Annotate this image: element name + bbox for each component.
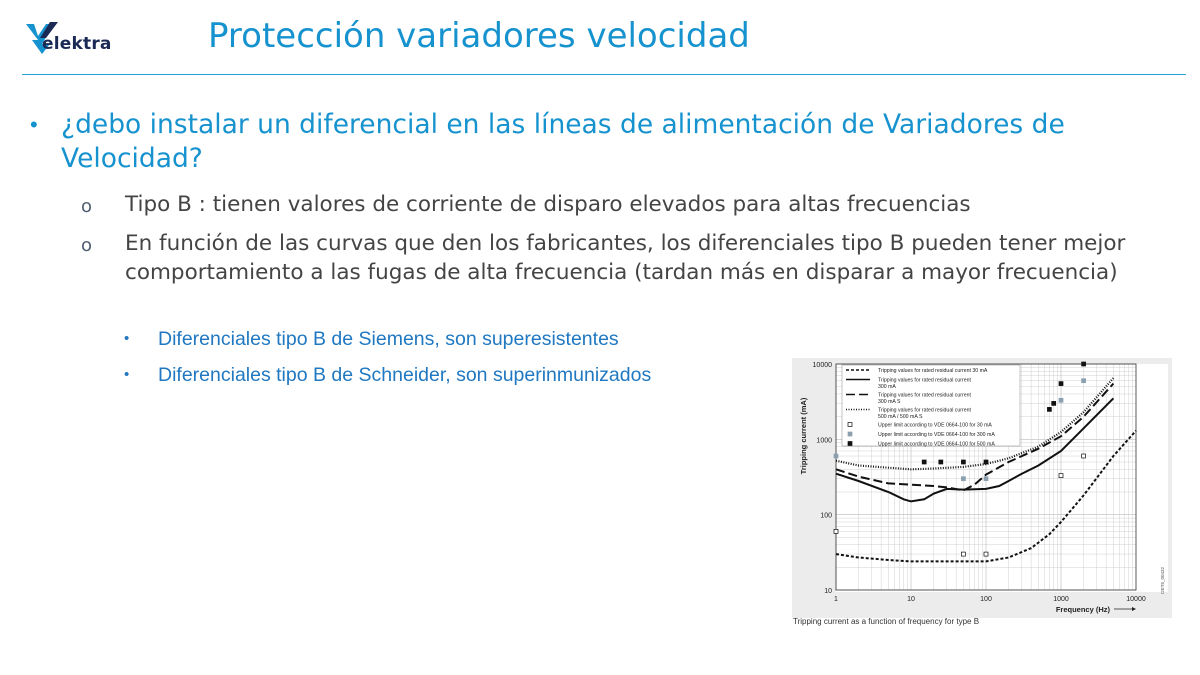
legend-label: Upper limit according to VDE 0664-100 for 30 mA (878, 422, 992, 429)
legend-swatch (848, 423, 852, 427)
x-tick-label: 100 (980, 596, 992, 603)
bullet-dot: • (124, 330, 130, 347)
sub-bullet-marker: o (81, 235, 93, 256)
tripping-current-chart (792, 358, 1172, 618)
x-tick-label: 10 (907, 596, 915, 603)
data-point (1082, 454, 1086, 458)
data-point (961, 460, 965, 464)
sub-sub-bullet-text: Diferenciales tipo B de Siemens, son superesistentes (158, 328, 619, 350)
sub-bullet-text: En función de las curvas que den los fabricantes, los diferenciales tipo B pueden tener mejor comportamiento a las fugas de alta frecuencia (tardan más en disparar a mayor frecuencia) (125, 231, 1126, 285)
data-point (1082, 379, 1086, 383)
sub-bullet (81, 229, 1160, 287)
sub-bullet (81, 190, 1160, 219)
legend-label: Tripping values for rated residual current (878, 407, 971, 414)
x-tick-label: 1 (834, 596, 838, 603)
data-point (834, 529, 838, 533)
data-point (1059, 382, 1063, 386)
data-point (984, 477, 988, 481)
bullet-dot: • (124, 366, 130, 383)
legend-label: Tripping values for rated residual current (878, 377, 971, 384)
data-point (961, 477, 965, 481)
legend-label: Upper limit according to VDE 0664-100 for 300 mA (878, 432, 995, 438)
title-divider (22, 74, 1186, 75)
data-point (1082, 362, 1086, 366)
data-point (1052, 401, 1056, 405)
chart-caption: Tripping current as a function of frequency for type B (793, 617, 980, 626)
sub-bullet-marker: o (81, 196, 93, 217)
x-tick-label: 10000 (1126, 596, 1146, 603)
x-tick-label: 1000 (1053, 596, 1069, 603)
data-point (961, 552, 965, 556)
legend-swatch (848, 442, 852, 446)
data-point (922, 460, 926, 464)
y-tick-label: 1000 (816, 437, 832, 445)
y-tick-label: 10000 (812, 362, 832, 369)
data-point (1047, 407, 1051, 411)
sub-sub-bullet (124, 326, 619, 352)
y-tick-label: 10 (824, 588, 832, 595)
data-point (939, 460, 943, 464)
data-point (984, 460, 988, 464)
main-bullet-text: ¿debo instalar un diferencial en las líneas de alimentación de Variadores de Velocidad? (61, 109, 1065, 174)
page-title: Protección variadores velocidad (208, 16, 750, 56)
sub-sub-bullet-text: Diferenciales tipo B de Schneider, son superinmunizados (158, 364, 652, 386)
elektra-logo (24, 20, 124, 54)
legend-label: 300 mA (878, 384, 896, 390)
chart-svg (792, 358, 1172, 618)
legend-label: Tripping values for rated residual current 30 mA (878, 368, 988, 374)
legend-label: Upper limit according to VDE 0664-100 for 500 mA (878, 441, 995, 448)
data-point (834, 454, 838, 458)
legend-label: Tripping values for rated residual current (878, 392, 971, 399)
y-axis-label: Tripping current (mA) (799, 397, 808, 475)
data-point (1059, 398, 1063, 402)
figure-id: I2ET6_00432 (1160, 566, 1165, 594)
data-point (1059, 474, 1063, 478)
y-tick-label: 100 (820, 512, 832, 520)
x-axis-label: Frequency (Hz) (1055, 605, 1110, 614)
legend-label: 300 mA S (878, 399, 901, 405)
data-point (984, 552, 988, 556)
logo-text: elektra (42, 34, 112, 54)
bullet-dot: • (30, 112, 38, 137)
sub-bullet-text: Tipo B : tienen valores de corriente de disparo elevados para altas frecuencias (125, 192, 971, 217)
sub-sub-bullet (124, 362, 652, 388)
legend-label: 500 mA / 500 mA S (878, 414, 923, 420)
legend-swatch (848, 432, 852, 436)
